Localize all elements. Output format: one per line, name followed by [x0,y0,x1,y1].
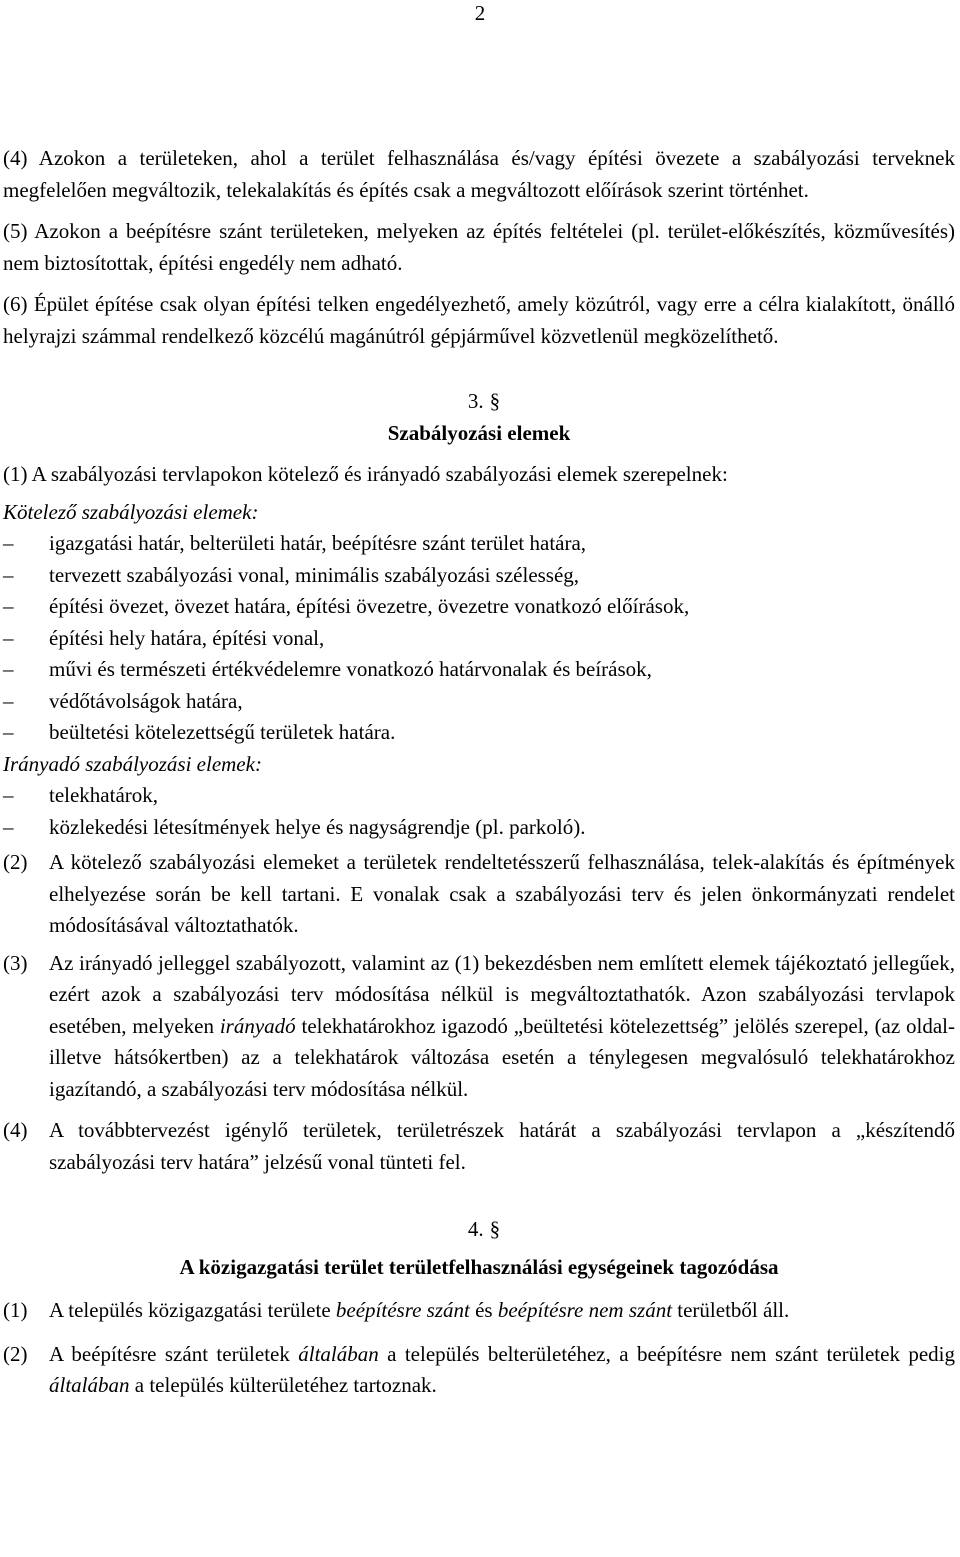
paragraph-number: (2) [3,850,28,874]
page-number: 2 [474,1,486,25]
list-item: – beültetési kötelezettségű területek határa. [3,717,955,749]
section-4-num-text: 4. [467,1217,484,1241]
paragraph-4-1: (1) A település közigazgatási területe beépítésre szánt és beépítésre nem szánt területből áll. [3,1295,955,1327]
list-item: – telekhatárok, [3,780,955,812]
paragraph-3-1: (1) A szabályozási tervlapokon kötelező és irányadó szabályozási elemek szerepelnek: [3,462,728,486]
dash-bullet: – [3,814,14,839]
list-item: – igazgatási határ, belterületi határ, beépítésre szánt terület határa, [3,528,955,560]
mandatory-elements-label: Kötelező szabályozási elemek: [3,499,259,524]
dash-bullet: – [3,625,14,650]
emphasis: általában [298,1341,379,1366]
dash-bullet: – [3,657,14,681]
dash-bullet: – [3,531,14,555]
paragraph-2-4: (4) Azokon a területeken, ahol a terület felhasználása és/vagy építési övezete a szabályozási terveknek megfelelően megváltozik, telekalakítás és építés csak a megváltozott előírások szerint történhet. [3,146,955,202]
emphasis: beépítésre szánt [335,1298,470,1322]
paragraph-4-2: (2) A beépítésre szánt területek általában a település belterületéhez, a beépítésre nem szánt területek pedig általában a település külterületéhez tartoznak. [3,1339,955,1402]
paragraph-number: (4) [3,1118,28,1142]
guiding-elements-label: Irányadó szabályozási elemek: [3,751,262,776]
dash-bullet: – [3,783,14,807]
section-sign: § [489,1217,501,1241]
mandatory-elements-list [3,528,955,749]
section-3-number [3,386,955,418]
dash-bullet: – [3,562,14,587]
list-item: – építési hely határa, építési vonal, [3,623,955,655]
emphasis: általában [49,1373,130,1397]
paragraph-3-3: (3) Az irányadó jelleggel szabályozott, valamint az (1) bekezdésben nem említett elemek tájékoztató jellegűek, ezért azok a szabályozási terv módosítása nélkül is megváltoztathatók. Azon szabályozási tervlapok esetében, melyeken irányadó telekhatárokhoz igazodó „beültetési kötelezettség” jelölés szerepel, (az oldal- illetve hátsókertben) az a telekhatárok változása esetén a ténylegesen megvalósuló telekhatárokhoz igazítandó, a szabályozási terv módosítása nélkül. [3,948,955,1106]
guiding-elements-list [3,780,955,843]
list-item: – védőtávolságok határa, [3,686,955,718]
paragraph-3-2: (2) A kötelező szabályozási elemeket a területek rendeltetésszerű felhasználása, telek-alakítás és építmények elhelyezése során be kell tartani. E vonalak csak a szabályozási terv és jelen önkormányzati rendelet módosításával változtathatók. [3,847,955,942]
section-3-title: Szabályozási elemek [387,420,571,445]
paragraph-2-6: (6) Épület építése csak olyan építési telken engedélyezhető, amely közútról, vagy erre a célra kialakított, önálló helyrajzi számmal rendelkező közcélú magánútról gépjárművel közvetlenül megközelíthető. [3,292,955,348]
list-item: – tervezett szabályozási vonal, minimális szabályozási szélesség, [3,560,955,592]
paragraph-number: (3) [3,950,28,975]
dash-bullet: – [3,594,14,618]
section-4-number [3,1214,955,1246]
list-item: – építési övezet, övezet határa, építési övezetre, övezetre vonatkozó előírások, [3,591,955,623]
paragraph-2-5: (5) Azokon a beépítésre szánt területeken, melyeken az építés feltételei (pl. terület-előkészítés, közművesítés) nem biztosítottak, építési engedély nem adható. [3,219,955,275]
list-item: – művi és természeti értékvédelemre vonatkozó határvonalak és beírások, [3,654,955,686]
emphasis: irányadó [219,1013,296,1038]
section-4-title: A közigazgatási terület területfelhasználási egységeinek tagozódása [179,1254,779,1279]
document-body [3,143,955,1402]
paragraph-number: (2) [3,1341,28,1366]
section-sign: § [489,389,501,413]
paragraph-number: (1) [3,1298,28,1322]
section-3-num-text: 3. [467,389,484,413]
dash-bullet: – [3,720,14,744]
emphasis: beépítésre nem szánt [497,1298,673,1322]
dash-bullet: – [3,688,14,713]
paragraph-3-4: (4) A továbbtervezést igénylő területek, területrészek határát a szabályozási tervlapon a „készítendő szabályozási terv határa” jelzésű vonal tünteti fel. [3,1115,955,1178]
list-item: – közlekedési létesítmények helye és nagyságrendje (pl. parkoló). [3,812,955,844]
